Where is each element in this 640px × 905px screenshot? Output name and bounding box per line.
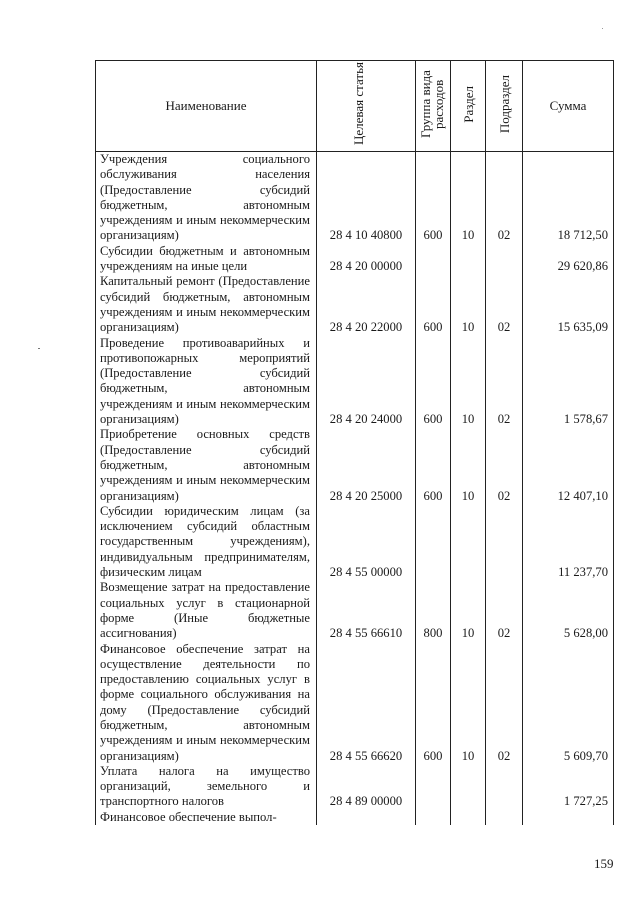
row-name: Возмещение затрат на предоставление социальных услуг в стационарной форме (Иные бюджетные ассигнования): [96, 580, 317, 641]
row-code: 28 4 55 66610: [317, 580, 416, 641]
row-group: 600: [416, 152, 451, 244]
row-subsection: 02: [486, 580, 523, 641]
row-subsection: [486, 764, 523, 810]
row-section: [451, 764, 486, 810]
row-code: 28 4 20 24000: [317, 336, 416, 428]
row-sum: 15 635,09: [523, 274, 614, 335]
row-sum: 5 609,70: [523, 642, 614, 764]
row-name: Финансовое обеспечение выпол-: [96, 810, 317, 825]
table-row: [96, 244, 614, 275]
row-name: Субсидии юридическим лицам (за исключением субсидий областным государственным учреждениям), индивидуальным предпринимателям, физическим лицам: [96, 504, 317, 580]
row-section: 10: [451, 580, 486, 641]
row-sum: 5 628,00: [523, 580, 614, 641]
row-group: 600: [416, 642, 451, 764]
table-row: [96, 274, 614, 335]
row-subsection: 02: [486, 152, 523, 244]
header-expense-group: Группа вида расходов: [416, 61, 451, 152]
row-section: 10: [451, 427, 486, 503]
row-name: Приобретение основных средств (Предоставление субсидий бюджетным, автономным учреждениям и иным некоммерческим организациям): [96, 427, 317, 503]
scan-speck: [38, 348, 40, 349]
table-row: [96, 152, 614, 244]
header-name: Наименование: [96, 61, 317, 152]
budget-table: [95, 60, 614, 825]
row-name: Субсидии бюджетным и автономным учреждениям на иные цели: [96, 244, 317, 275]
row-subsection: 02: [486, 427, 523, 503]
row-sum: 29 620,86: [523, 244, 614, 275]
row-code: 28 4 55 00000: [317, 504, 416, 580]
row-name: Финансовое обеспечение затрат на осуществление деятельности по предоставлению социальных услуг в форме социального обслуживания на дому (Предоставление субсидий бюджетным, автономным учреждениям и иным некоммерческим организациям): [96, 642, 317, 764]
table-row: [96, 580, 614, 641]
row-sum: [523, 810, 614, 825]
scan-speck: [602, 28, 603, 29]
row-section: [451, 244, 486, 275]
row-name: Уплата налога на имущество организаций, земельного и транспортного налогов: [96, 764, 317, 810]
row-code: 28 4 55 66620: [317, 642, 416, 764]
row-section: [451, 810, 486, 825]
row-subsection: 02: [486, 642, 523, 764]
header-target-article: Целевая статья: [317, 61, 416, 152]
row-code: 28 4 20 25000: [317, 427, 416, 503]
row-group: 600: [416, 274, 451, 335]
row-subsection: [486, 244, 523, 275]
table-row-continued: [96, 810, 614, 825]
table-row: [96, 427, 614, 503]
row-sum: 1 578,67: [523, 336, 614, 428]
row-sum: 12 407,10: [523, 427, 614, 503]
row-group: [416, 764, 451, 810]
page-number: 159: [594, 856, 614, 871]
row-group: [416, 810, 451, 825]
table-header-row: [96, 61, 614, 152]
row-name: Учреждения социального обслуживания населения (Предоставление субсидий бюджетным, автономным учреждениям и иным некоммерческим организациям): [96, 152, 317, 244]
row-group: 800: [416, 580, 451, 641]
row-section: 10: [451, 642, 486, 764]
table-row: [96, 764, 614, 810]
row-section: [451, 504, 486, 580]
header-subsection: Подраздел: [486, 61, 523, 152]
row-sum: 11 237,70: [523, 504, 614, 580]
row-sum: 1 727,25: [523, 764, 614, 810]
row-code: 28 4 20 22000: [317, 274, 416, 335]
header-section: Раздел: [451, 61, 486, 152]
row-group: [416, 504, 451, 580]
row-section: 10: [451, 152, 486, 244]
table-row: [96, 336, 614, 428]
row-group: 600: [416, 427, 451, 503]
row-subsection: 02: [486, 274, 523, 335]
row-code: 28 4 10 40800: [317, 152, 416, 244]
row-group: [416, 244, 451, 275]
row-section: 10: [451, 336, 486, 428]
row-code: 28 4 20 00000: [317, 244, 416, 275]
table-row: [96, 504, 614, 580]
row-section: 10: [451, 274, 486, 335]
row-name: Проведение противоаварийных и противопожарных мероприятий (Предоставление субсидий бюджетным, автономным учреждениям и иным некоммерческим организациям): [96, 336, 317, 428]
row-sum: 18 712,50: [523, 152, 614, 244]
row-group: 600: [416, 336, 451, 428]
row-subsection: 02: [486, 336, 523, 428]
row-subsection: [486, 504, 523, 580]
row-name: Капитальный ремонт (Предоставление субсидий бюджетным, автономным учреждениям и иным некоммерческим организациям): [96, 274, 317, 335]
row-code: 28 4 89 00000: [317, 764, 416, 810]
header-sum: Сумма: [523, 61, 614, 152]
row-subsection: [486, 810, 523, 825]
table-row: [96, 642, 614, 764]
row-code: [317, 810, 416, 825]
